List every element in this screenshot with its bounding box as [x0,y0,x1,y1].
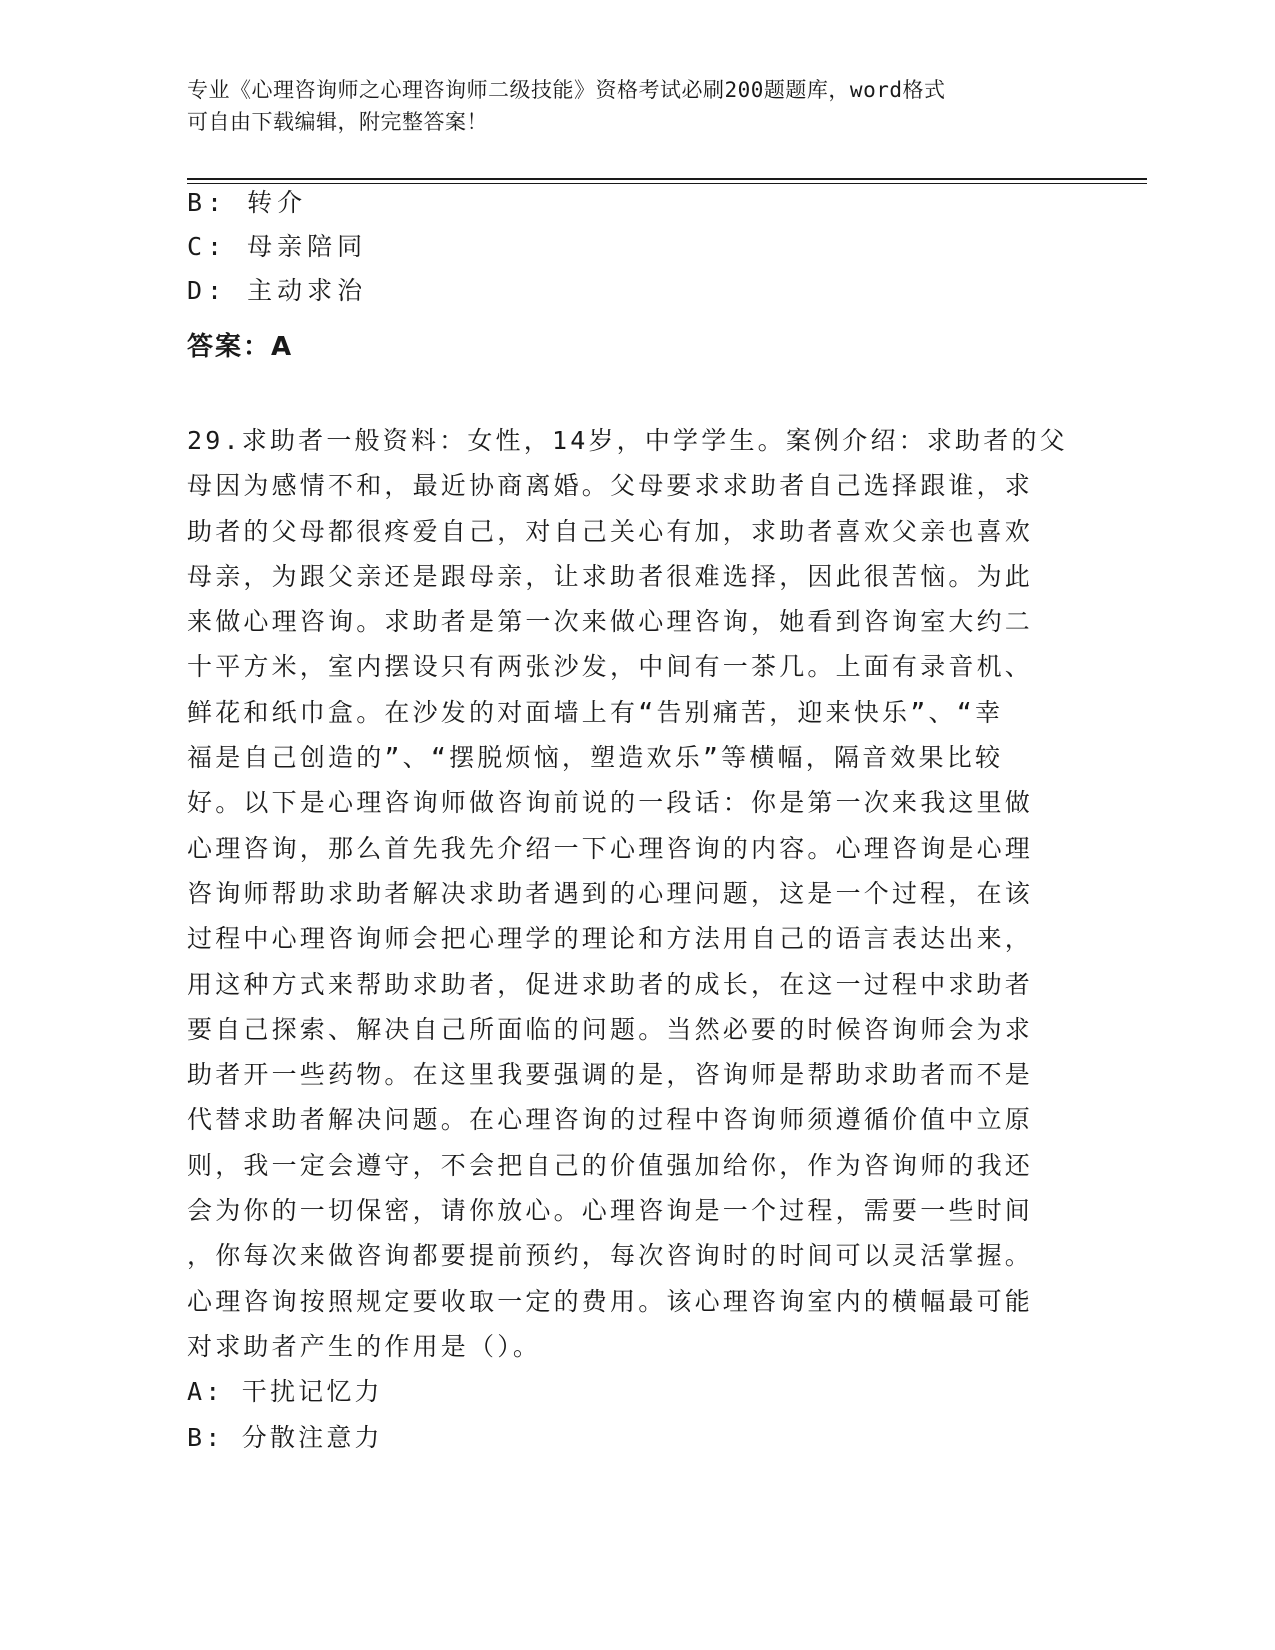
question-line: 助者的父母都很疼爱自己，对自己关心有加，求助者喜欢父亲也喜欢 [187,516,1034,546]
question-line: 福是自己创造的”、“摆脱烦恼，塑造欢乐”等横幅，隔音效果比较 [187,743,1004,773]
question-line: 用这种方式来帮助求助者，促进求助者的成长，在这一过程中求助者 [187,969,1034,999]
question-line: 会为你的一切保密，请你放心。心理咨询是一个过程，需要一些时间 [187,1196,1034,1226]
question-line: 母亲，为跟父亲还是跟母亲，让求助者很难选择，因此很苦恼。为此 [187,561,1034,591]
question-line: 咨询师帮助求助者解决求助者遇到的心理问题，这是一个过程，在该 [187,878,1034,908]
header-divider-thick [187,178,1147,180]
question-line: 要自己探索、解决自己所面临的问题。当然必要的时候咨询师会为求 [187,1014,1034,1044]
prev-option-d: D: 主动求治 [187,276,368,305]
question-line: 则，我一定会遵守，不会把自己的价值强加给你，作为咨询师的我还 [187,1150,1034,1180]
header-line-1: 专业《心理咨询师之心理咨询师二级技能》资格考试必刷200题题库，word格式 [187,78,946,102]
document-header [187,74,1087,138]
option-a: A: 干扰记忆力 [187,1377,383,1407]
question-line: 助者开一些药物。在这里我要强调的是，咨询师是帮助求助者而不是 [187,1060,1034,1090]
header-line-2: 可自由下载编辑，附完整答案！ [187,110,488,134]
question-line: 心理咨询，那么首先我先介绍一下心理咨询的内容。心理咨询是心理 [187,833,1034,863]
question-line: 心理咨询按照规定要收取一定的费用。该心理咨询室内的横幅最可能 [187,1286,1034,1316]
question-line: 对求助者产生的作用是（）。 [187,1331,542,1361]
prev-option-c: C: 母亲陪同 [187,232,368,261]
question-line: 来做心理咨询。求助者是第一次来做心理咨询，她看到咨询室大约二 [187,607,1034,637]
question-line: 好。以下是心理咨询师做咨询前说的一段话：你是第一次来我这里做 [187,788,1034,818]
question-line: 鲜花和纸巾盒。在沙发的对面墙上有“告别痛苦，迎来快乐”、“幸 [187,697,1004,727]
question-29 [187,418,1087,1460]
question-line: 十平方米，室内摆设只有两张沙发，中间有一茶几。上面有录音机、 [187,652,1034,682]
header-divider-thin [187,183,1147,184]
question-line: 29.求助者一般资料：女性，14岁，中学学生。案例介绍：求助者的父 [187,426,1068,455]
question-line: 过程中心理咨询师会把心理学的理论和方法用自己的语言表达出来， [187,924,1034,954]
option-b: B: 分散注意力 [187,1422,383,1452]
prev-answer: 答案：A [187,332,294,362]
question-line: 代替求助者解决问题。在心理咨询的过程中咨询师须遵循价值中立原 [187,1105,1034,1135]
question-line: ，你每次来做咨询都要提前预约，每次咨询时的时间可以灵活掌握。 [187,1241,1034,1271]
prev-option-b: B: 转介 [187,188,308,217]
question-line: 母因为感情不和，最近协商离婚。父母要求求助者自己选择跟谁，求 [187,471,1034,501]
